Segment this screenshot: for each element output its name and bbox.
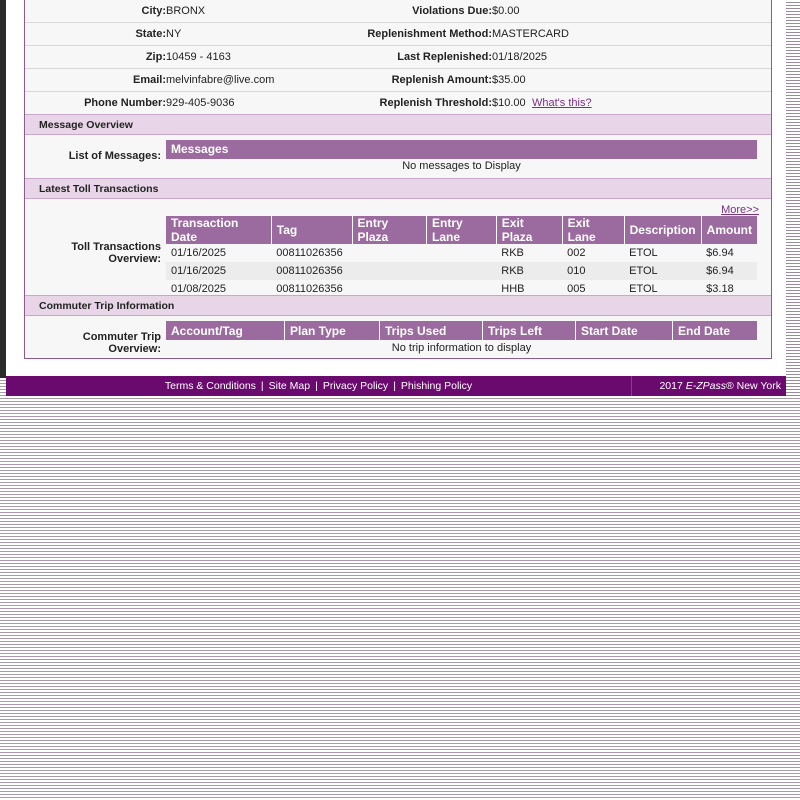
col-tag: Tag: [271, 216, 352, 244]
col-transaction-date: Transaction Date: [166, 216, 271, 244]
footer-separator: |: [260, 380, 264, 392]
toll-transactions-title: Latest Toll Transactions: [39, 183, 159, 195]
commuter-trip-overview-label: Commuter Trip Overview:: [82, 331, 161, 355]
page-content: [6, 0, 786, 376]
exit-lane-cell: 002: [567, 247, 586, 259]
info-row-email: [25, 69, 771, 92]
entry-plaza-cell: [352, 244, 427, 262]
no-trip-info-text: No trip information to display: [391, 342, 532, 354]
last-replenished-label: Last Replenished:: [397, 51, 492, 63]
amount-cell: $3.18: [706, 283, 734, 295]
state-label: State:: [135, 28, 166, 40]
no-messages-text: No messages to Display: [402, 160, 521, 172]
exit-lane-cell: 010: [562, 262, 624, 280]
toll-table-header-row: [166, 216, 757, 244]
replenish-threshold-value: $10.00: [492, 97, 526, 109]
col-trips-left: Trips Left: [483, 321, 576, 340]
more-transactions-link[interactable]: More>>: [721, 204, 759, 216]
city-label: City:: [141, 5, 166, 17]
violations-due-value: $0.00: [492, 5, 520, 17]
info-row-state: [25, 23, 771, 46]
site-footer: [6, 376, 786, 396]
violations-due-label: Violations Due:: [412, 5, 492, 17]
whats-this-link[interactable]: What's this?: [532, 97, 592, 109]
copyright-brand: E-ZPass: [685, 380, 726, 392]
messages-table-header: [166, 140, 757, 159]
transaction-date-cell: 01/08/2025: [171, 283, 227, 295]
message-overview-title: Message Overview: [39, 119, 133, 131]
right-scroll-gutter: [786, 0, 800, 396]
description-cell: ETOL: [624, 262, 701, 280]
toll-transactions-header: [25, 178, 771, 199]
col-plan-type: Plan Type: [285, 321, 380, 340]
commuter-trip-header: [25, 295, 771, 316]
description-cell: ETOL: [629, 283, 658, 295]
col-entry-plaza: Entry Plaza: [352, 216, 427, 244]
replenish-threshold-label: Replenish Threshold:: [379, 97, 492, 109]
copyright-suffix: ® New York: [725, 380, 781, 392]
col-entry-lane: Entry Lane: [427, 216, 497, 244]
entry-plaza-cell: [352, 262, 427, 280]
email-label: Email:: [132, 74, 166, 86]
copyright-year: 2017: [659, 380, 686, 392]
amount-cell: $6.94: [706, 247, 734, 259]
col-account-tag: Account/Tag: [166, 321, 285, 340]
zip-label: Zip:: [145, 51, 166, 63]
toll-transactions-overview-label: Toll Transactions Overview:: [71, 241, 161, 265]
footer-copyright: [631, 376, 786, 396]
table-row: [166, 244, 757, 262]
col-description: Description: [624, 216, 701, 244]
tag-cell: 00811026356: [276, 283, 343, 295]
tag-cell: 00811026356: [276, 247, 343, 259]
privacy-policy-link[interactable]: Privacy Policy: [322, 380, 389, 392]
amount-cell: $6.94: [701, 262, 757, 280]
col-start-date: Start Date: [576, 321, 673, 340]
transaction-date-cell: 01/16/2025: [171, 247, 227, 259]
col-exit-plaza: Exit Plaza: [496, 216, 562, 244]
info-row-city: [25, 0, 771, 23]
col-end-date: End Date: [673, 321, 758, 340]
messages-column-header: Messages: [171, 142, 229, 156]
tag-cell: 00811026356: [271, 262, 352, 280]
phone-number-value: 929-405-9036: [166, 97, 235, 109]
account-panel: [24, 0, 772, 359]
entry-lane-cell: [427, 244, 497, 262]
last-replenished-value: 01/18/2025: [492, 51, 548, 63]
commuter-table-header-row: [166, 321, 757, 340]
city-value: BRONX: [166, 5, 206, 17]
exit-plaza-cell: HHB: [501, 283, 525, 295]
col-amount: Amount: [701, 216, 757, 244]
table-row: [166, 262, 757, 280]
commuter-trip-title: Commuter Trip Information: [39, 300, 175, 312]
phone-number-label: Phone Number:: [84, 97, 166, 109]
replenishment-method-value: MASTERCARD: [492, 28, 570, 40]
toll-transactions-table: [166, 216, 757, 298]
footer-separator: |: [393, 380, 396, 392]
state-value: NY: [166, 28, 182, 40]
info-row-phone: [25, 92, 771, 114]
email-value: melvinfabre@live.com: [166, 74, 275, 86]
commuter-trip-table: [166, 321, 757, 340]
entry-lane-cell: [427, 262, 497, 280]
col-exit-lane: Exit Lane: [562, 216, 624, 244]
replenishment-method-label: Replenishment Method:: [367, 28, 492, 40]
terms-conditions-link[interactable]: Terms & Conditions: [164, 380, 256, 392]
replenish-amount-value: $35.00: [492, 74, 526, 86]
transaction-date-cell: 01/16/2025: [166, 262, 271, 280]
list-of-messages-label: List of Messages:: [68, 150, 161, 162]
col-trips-used: Trips Used: [380, 321, 483, 340]
info-row-zip: [25, 46, 771, 69]
phishing-policy-link[interactable]: Phishing Policy: [400, 380, 473, 392]
exit-plaza-cell: RKB: [496, 262, 562, 280]
message-overview-header: [25, 114, 771, 135]
footer-links: [6, 380, 631, 392]
footer-separator: |: [315, 380, 318, 392]
replenish-amount-label: Replenish Amount:: [391, 74, 492, 86]
site-map-link[interactable]: Site Map: [268, 380, 311, 392]
exit-lane-cell: 005: [567, 283, 586, 295]
zip-value: 10459 - 4163: [166, 51, 231, 63]
description-cell: ETOL: [629, 247, 658, 259]
exit-plaza-cell: RKB: [501, 247, 524, 259]
